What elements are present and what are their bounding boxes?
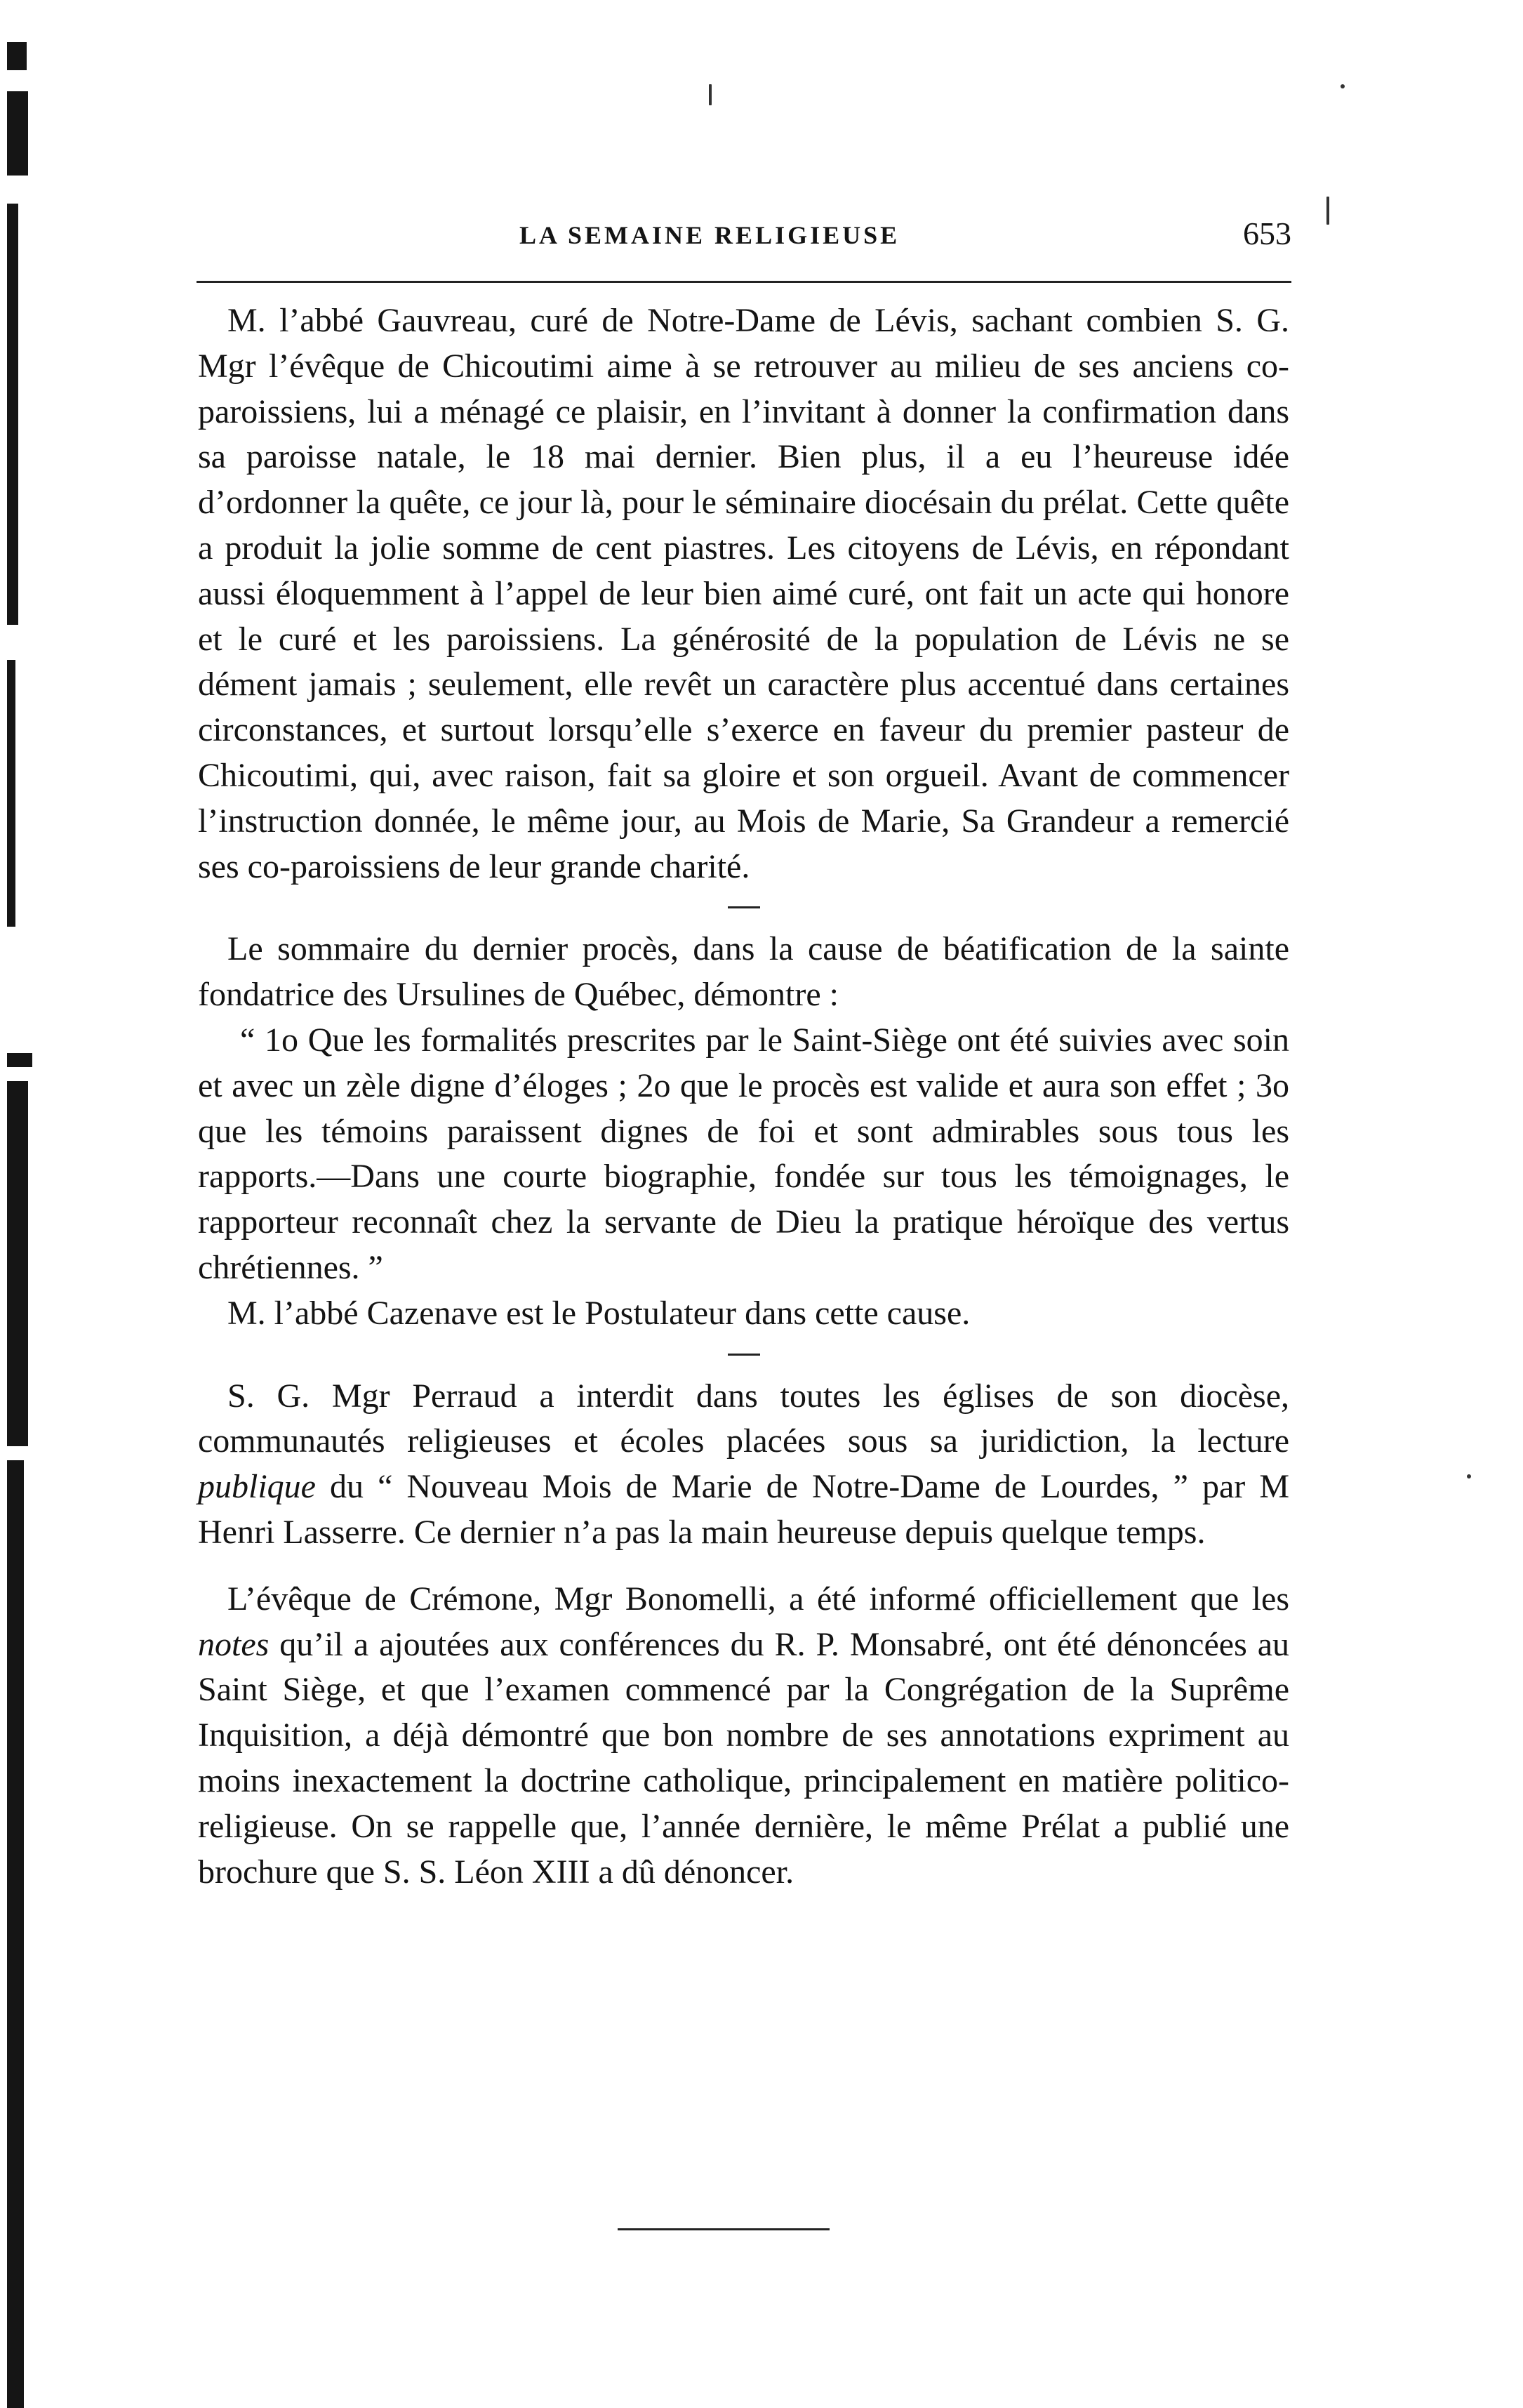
- paragraph-levis: M. l’abbé Gauvreau, curé de Notre-Dame de Lévis, sachant combien S. G. Mgr l’évêque de Chicoutimi aime à se retrouver au milieu de ses anciens co-paroissiens, lui a ménagé ce plaisir, en l’invitant à donner la confirmation dans sa paroisse natale, le 18 mai dernier. Bien plus, il a eu l’heureuse idée d’ordonner la quête, ce jour là, pour le séminaire diocésain du prélat. Cette quête a produit la jolie somme de cent piastres. Les citoyens de Lévis, en répondant aussi éloquemment à l’appel de leur bien aimé curé, ont fait un acte qui honore et le curé et les paroissiens. La générosité de la population de Lévis ne se dément jamais ; seulement, elle revêt un caractère plus accentué dans certaines circonstances, et surtout lorsqu’elle s’exerce en faveur du premier pasteur de Chicoutimi, qui, avec raison, fait sa gloire et son orgueil. Avant de commencer l’instruction donnée, le même jour, au Mois de Marie, Sa Grandeur a remercié ses co-paroissiens de leur grande charité.: [198, 302, 1289, 885]
- scan-speck: [709, 84, 712, 105]
- scan-edge-shadow: [0, 42, 36, 2408]
- bonomelli-text-end: qu’il a ajoutées aux conférences du R. P. Monsabré, ont été dénoncées au Saint Siège, et que l’examen commencé par la Congrégation de la Suprême Inquisition, a déjà démontré que bon nombre de ses annotations expriment au moins inexactement la doctrine catholique, principalement en matière politico-religieuse. On se rappelle que, l’année dernière, le même Prélat a publié une brochure que S. S. Léon XIII a dû dénoncer.: [198, 1625, 1290, 1891]
- scan-speck: [1326, 197, 1329, 225]
- scan-speck: [1467, 1474, 1471, 1478]
- page-number: 653: [1243, 216, 1291, 251]
- perraud-text-start: S. G. Mgr Perraud a interdit dans toutes les églises de son diocèse, communautés religieuses et écoles placées sous sa juridiction, la lecture: [198, 1377, 1289, 1460]
- italic-notes: notes: [198, 1625, 270, 1663]
- paragraph-postulator: M. l’abbé Cazenave est le Postulateur dans cette cause.: [227, 1294, 971, 1332]
- bonomelli-text-start: L’évêque de Crémone, Mgr Bonomelli, a été informé officiellement que les: [227, 1580, 1289, 1618]
- scan-speck: [1341, 84, 1345, 88]
- perraud-text-end: du “ Nouveau Mois de Marie de Notre-Dame de Lourdes, ” par M Henri Lasserre. Ce dernier n’a pas la main heureuse depuis quelque temps.: [198, 1468, 1289, 1551]
- paragraph-beatification: Le sommaire du dernier procès, dans la cause de béatification de la sainte fondatrice des Ursulines de Québec, démontre :: [198, 930, 1289, 1014]
- running-head: LA SEMAINE RELIGIEUSE: [519, 221, 900, 249]
- article-body: [198, 298, 1289, 1895]
- section-separator: [728, 906, 760, 908]
- quotation-summary: “ 1o Que les formalités prescrites par le Saint-Siège ont été suivies avec soin et avec un zèle digne d’éloges ; 2o que le procès est valide et aura son effet ; 3o que les témoins paraissent dignes de foi et sont admirables sous tous les rapports.—Dans une courte biographie, fondée sur tous les témoignages, le rapporteur reconnaît chez la servante de Dieu la pratique héroïque des vertus chrétiennes. ”: [198, 1021, 1289, 1286]
- closing-rule: [618, 2228, 830, 2230]
- italic-publique: publique: [198, 1468, 316, 1506]
- section-separator: [728, 1354, 760, 1356]
- header-rule: [197, 281, 1291, 283]
- page-header: [197, 211, 1291, 253]
- paragraph-bonomelli: [198, 1577, 1289, 1896]
- paragraph-perraud: [198, 1374, 1289, 1556]
